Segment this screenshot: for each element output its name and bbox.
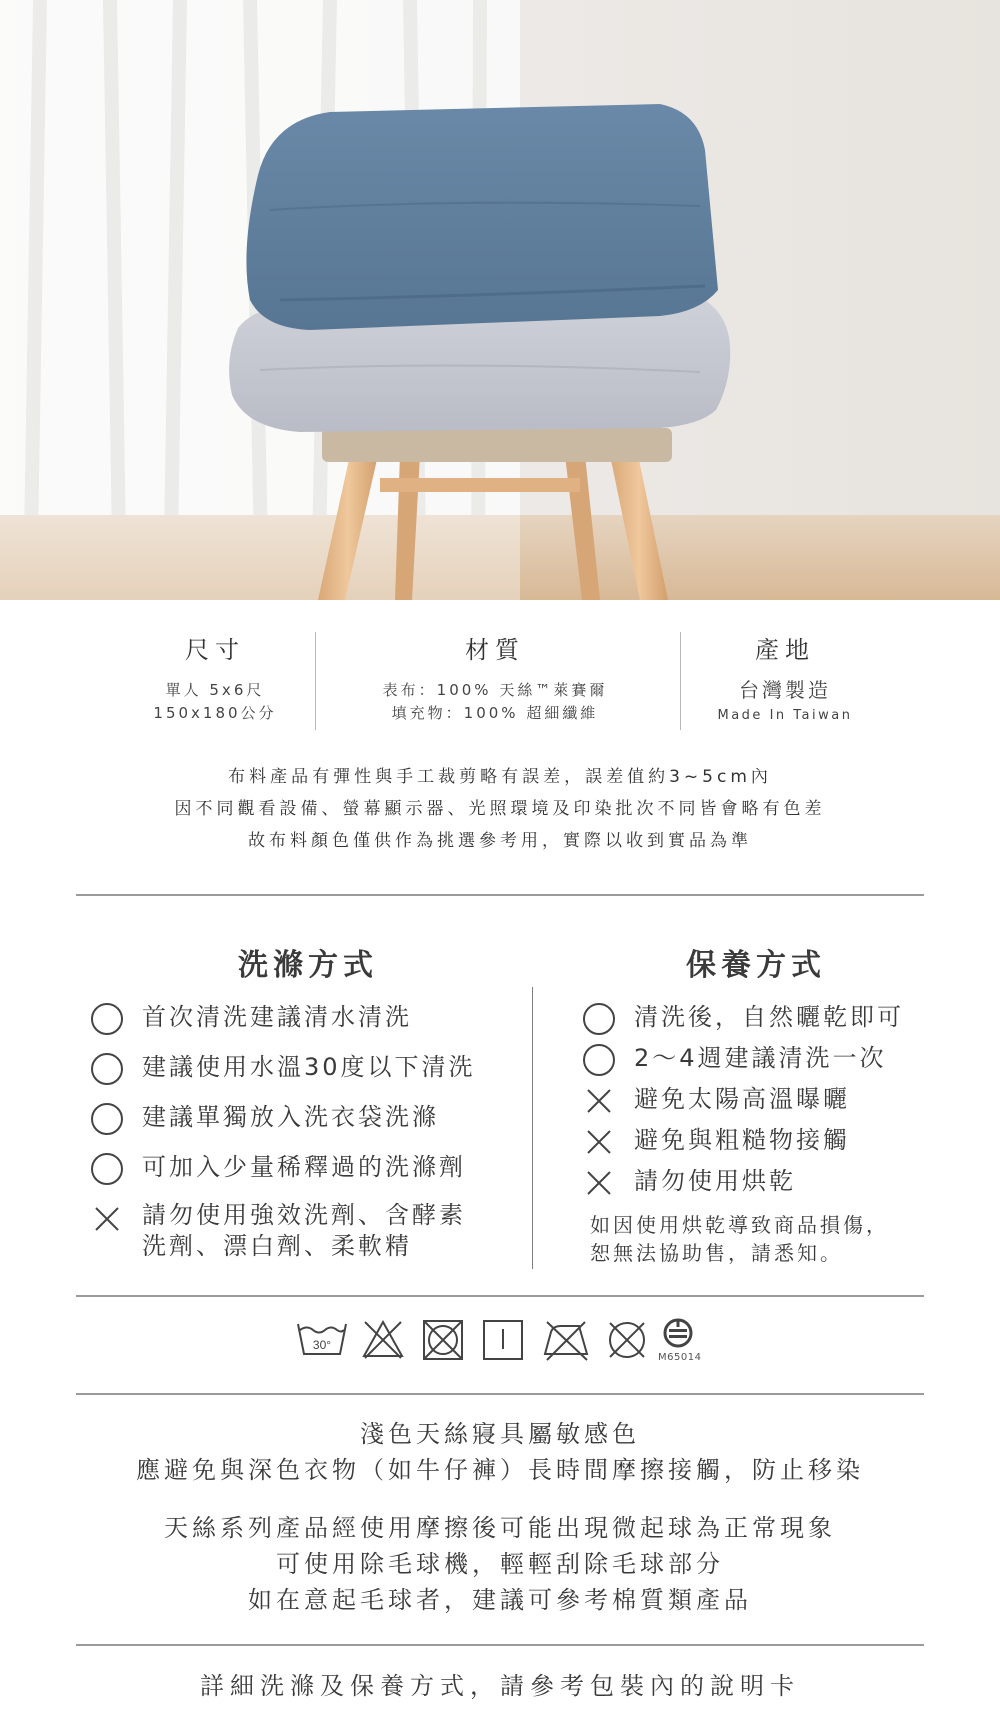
- care-item: [582, 1123, 942, 1164]
- no-dry-clean-icon: [605, 1318, 649, 1362]
- care-item-text: 避免與粗糙物接觸: [634, 1126, 850, 1154]
- spec-size-title: 尺寸: [185, 636, 245, 664]
- wash-item: [90, 1150, 510, 1200]
- footer-note: 詳細洗滌及保養方式，請參考包裝內的說明卡: [200, 1672, 800, 1700]
- spec-material-title: 材質: [465, 636, 525, 664]
- wash-item-text-line-2: 洗劑、漂白劑、柔軟精: [142, 1232, 412, 1260]
- circle-icon: [90, 1002, 124, 1036]
- wash-list: [90, 1000, 510, 1280]
- circle-icon: [90, 1152, 124, 1186]
- wash-item-text: 建議單獨放入洗衣袋洗滌: [142, 1103, 439, 1131]
- circle-icon: [90, 1052, 124, 1086]
- wash-item: [90, 1000, 510, 1050]
- note-line-3: 故布料顏色僅供作為挑選參考用，實際以收到實品為準: [248, 831, 752, 851]
- cross-icon: [582, 1166, 616, 1200]
- colour-note-line-1: 淺色天絲寢具屬敏感色: [360, 1420, 640, 1448]
- cross-icon: [90, 1202, 124, 1236]
- colour-note: [0, 1416, 1000, 1488]
- cert-code: M65014: [658, 1352, 702, 1363]
- cross-icon: [582, 1084, 616, 1118]
- spec-origin-title: 產地: [755, 636, 815, 664]
- wash-temp-label: 30°: [312, 1338, 332, 1352]
- circle-icon: [90, 1102, 124, 1136]
- care-item-text: 請勿使用烘乾: [634, 1167, 796, 1195]
- wash-item-text: 建議使用水溫30度以下清洗: [142, 1053, 476, 1081]
- note-line-2: 因不同觀看設備、螢幕顯示器、光照環境及印染批次不同皆會略有色差: [174, 799, 826, 819]
- care-title: 保養方式: [686, 948, 826, 983]
- pilling-note-line-3: 如在意起毛球者，建議可參考棉質類產品: [248, 1586, 752, 1614]
- care-item: [582, 1041, 942, 1082]
- dryer-warning-line-1: 如因使用烘乾導致商品損傷，: [590, 1213, 889, 1237]
- divider-symbols: [76, 1393, 924, 1395]
- care-item: [582, 1000, 942, 1041]
- divider-middle: [76, 1295, 924, 1297]
- no-bleach-icon: [361, 1318, 405, 1362]
- product-photo: [0, 0, 1000, 600]
- care-list: [582, 1000, 942, 1267]
- wash-item-text-line-1: 請勿使用強效洗劑、含酵素: [142, 1201, 466, 1229]
- spec-size-line-1: 單人 5x6尺: [165, 681, 265, 699]
- divider-top: [76, 894, 924, 896]
- wash-item-text: 首次清洗建議清水清洗: [142, 1003, 412, 1031]
- dryer-warning-line-2: 恕無法協助售，請悉知。: [590, 1241, 843, 1265]
- care-item: [582, 1164, 942, 1205]
- tolerance-notes: [0, 761, 1000, 857]
- no-iron-icon: [541, 1318, 591, 1362]
- wash-title: 洗滌方式: [238, 948, 378, 983]
- line-dry-icon: [481, 1318, 525, 1362]
- dryer-warning: [590, 1211, 942, 1267]
- no-tumble-dry-icon: [421, 1318, 465, 1362]
- circle-icon: [582, 1002, 616, 1036]
- spec-divider-1: [315, 632, 316, 730]
- bsmi-mark-icon: [661, 1318, 695, 1350]
- spec-origin-line-2: Made In Taiwan: [717, 708, 853, 723]
- spec-origin-line-1: 台灣製造: [739, 678, 831, 702]
- wash-30-icon: [295, 1318, 349, 1362]
- care-item-text: 清洗後，自然曬乾即可: [634, 1003, 904, 1031]
- note-line-1: 布料產品有彈性與手工裁剪略有誤差，誤差值約3~5cm內: [228, 767, 772, 787]
- colour-note-line-2: 應避免與深色衣物（如牛仔褲）長時間摩擦接觸，防止移染: [136, 1456, 864, 1484]
- spec-material-line-2: 填充物：100% 超細纖維: [391, 704, 599, 722]
- spec-size: [125, 630, 305, 725]
- care-item: [582, 1082, 942, 1123]
- circle-icon: [582, 1043, 616, 1077]
- cross-icon: [582, 1125, 616, 1159]
- divider-bottom: [76, 1644, 924, 1646]
- wash-item: [90, 1200, 510, 1280]
- spec-origin: [700, 630, 870, 727]
- spec-divider-2: [680, 632, 681, 730]
- pilling-note: [0, 1510, 1000, 1618]
- spec-material-line-1: 表布：100% 天絲™萊賽爾: [382, 681, 608, 699]
- spec-material: [340, 630, 650, 725]
- laundry-symbols: [295, 1318, 715, 1368]
- wash-item-text: 可加入少量稀釋過的洗滌劑: [142, 1153, 466, 1181]
- wash-item: [90, 1050, 510, 1100]
- care-item-text: 2～4週建議清洗一次: [634, 1044, 887, 1072]
- pilling-note-line-1: 天絲系列產品經使用摩擦後可能出現微起球為正常現象: [164, 1514, 836, 1542]
- column-divider: [532, 987, 533, 1269]
- care-item-text: 避免太陽高溫曝曬: [634, 1085, 850, 1113]
- wash-item: [90, 1100, 510, 1150]
- spec-size-line-2: 150x180公分: [153, 704, 277, 722]
- pilling-note-line-2: 可使用除毛球機，輕輕刮除毛球部分: [276, 1550, 724, 1578]
- spec-row: [0, 630, 1000, 730]
